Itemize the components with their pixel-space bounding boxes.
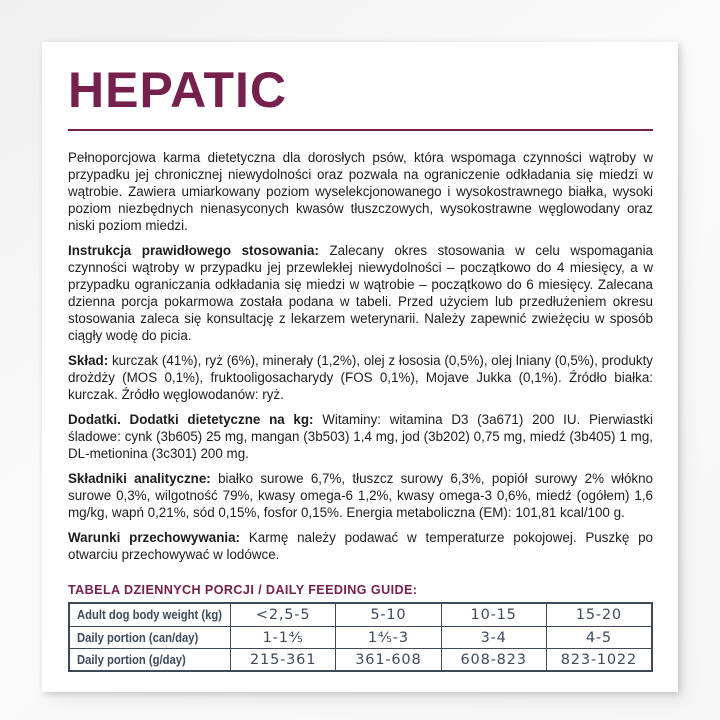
product-title: HEPATIC <box>68 62 288 118</box>
table-cell: 15-20 <box>546 604 651 626</box>
feeding-guide-table <box>68 602 653 672</box>
table-cell: 823-1022 <box>546 648 651 670</box>
paragraph-text: Witaminy: witamina D3 (3a671) 200 IU. Pierwiastki śladowe: cynk (3b605) 25 mg, mangan (3b503) 1,4 mg, jod (3b202) 0,75 mg, miedź (3b405) 1 mg, DL-metionina (3c301) 200 mg. <box>68 412 653 461</box>
paragraph-lead: Instrukcja prawidłowego stosowania: <box>68 243 330 258</box>
description-section <box>68 149 653 563</box>
table-cell: 608-823 <box>441 648 546 670</box>
table-cell: 1⅘-3 <box>335 626 440 648</box>
paragraph-text: Pełnoporcjowa karma dietetyczna dla dorosłych psów, która wspomaga czynności wątroby w przypadku jej chronicznej niewydolności oraz pozwala na ograniczenie odkładania się miedzi w wątrobie. Zawiera umiarkowany poziom wyselekcjonowanego i wysokostrawnego białka, wysoki poziom niezbędnych nienasyconych kwasów tłuszczowych, wysokostrawne węglowodany oraz niski poziom miedzi. <box>68 150 653 233</box>
paragraph-description <box>68 149 653 234</box>
paragraph-composition <box>68 352 653 403</box>
table-cell: 3-4 <box>441 626 546 648</box>
table-cell: <2,5-5 <box>230 604 335 626</box>
table-cell: 5-10 <box>335 604 440 626</box>
paragraph-text: kurczak (41%), ryż (6%), minerały (1,2%), olej z łososia (0,5%), olej lniany (0,5%), produkty drożdży (MOS 0,1%), fruktooligosacharydy (FOS 0,1%), Mojave Jukka (0,1%). Źródło białka: kurczak. Źródło węglowodanów: ryż. <box>68 353 653 402</box>
table-cell: 361-608 <box>335 648 440 670</box>
paragraph-usage-instructions <box>68 242 653 344</box>
paragraph-additives <box>68 411 653 462</box>
table-cell: 10-15 <box>441 604 546 626</box>
paragraph-lead: Dodatki. Dodatki dietetyczne na kg: <box>68 412 323 427</box>
paragraph-text: Karmę należy podawać w temperaturze pokojowej. Puszkę po otwarciu przechowywać w lodówce. <box>68 530 653 562</box>
paragraph-lead: Składniki analityczne: <box>68 471 219 486</box>
table-row-label: Daily portion (g/day) <box>70 648 230 670</box>
paragraph-text: Zalecany okres stosowania w celu wspomagania czynności wątroby w przypadku jej przewlekłej niewydolności – początkowo do 4 miesięcy, a w przypadku ograniczania odkładania się miedzi w wątrobie – początkowo do 6 miesięcy. Zalecana dzienna porcja pokarmowa została podana w tabeli. Przed użyciem lub przedłużeniem okresu stosowania zaleca się konsultację z lekarzem weterynarii. Należy zapewnić zwieżęciu w sposób ciągły wodę do picia. <box>68 243 653 343</box>
table-row-label: Adult dog body weight (kg) <box>77 608 222 622</box>
paragraph-storage <box>68 529 653 563</box>
feeding-guide-title: TABELA DZIENNYCH PORCJI / DAILY FEEDING GUIDE: <box>68 583 418 597</box>
table-row-label: Daily portion (can/day) <box>70 626 230 648</box>
paragraph-lead: Skład: <box>68 353 112 368</box>
product-label-card <box>42 42 678 692</box>
title-underline <box>68 129 653 131</box>
feeding-guide-section <box>68 583 653 672</box>
paragraph-text: białko surowe 6,7%, tłuszcz surowy 6,3%, popiół surowy 2% włókno surowe 0,3%, wilgotność 79%, kwasy omega-6 1,2%, kwasy omega-3 0,6%, miedź (ogółem) 1,6 mg/kg, wapń 0,21%, sód 0,15%, fosfor 0,15%. Energia metaboliczna (EM): 101,81 kcal/100 g. <box>68 471 653 520</box>
table-cell: 4-5 <box>546 626 651 648</box>
table-cell: 215-361 <box>230 648 335 670</box>
paragraph-lead: Warunki przechowywania: <box>68 530 249 545</box>
table-cell: 1-1⅘ <box>230 626 335 648</box>
paragraph-analytical-components <box>68 470 653 521</box>
